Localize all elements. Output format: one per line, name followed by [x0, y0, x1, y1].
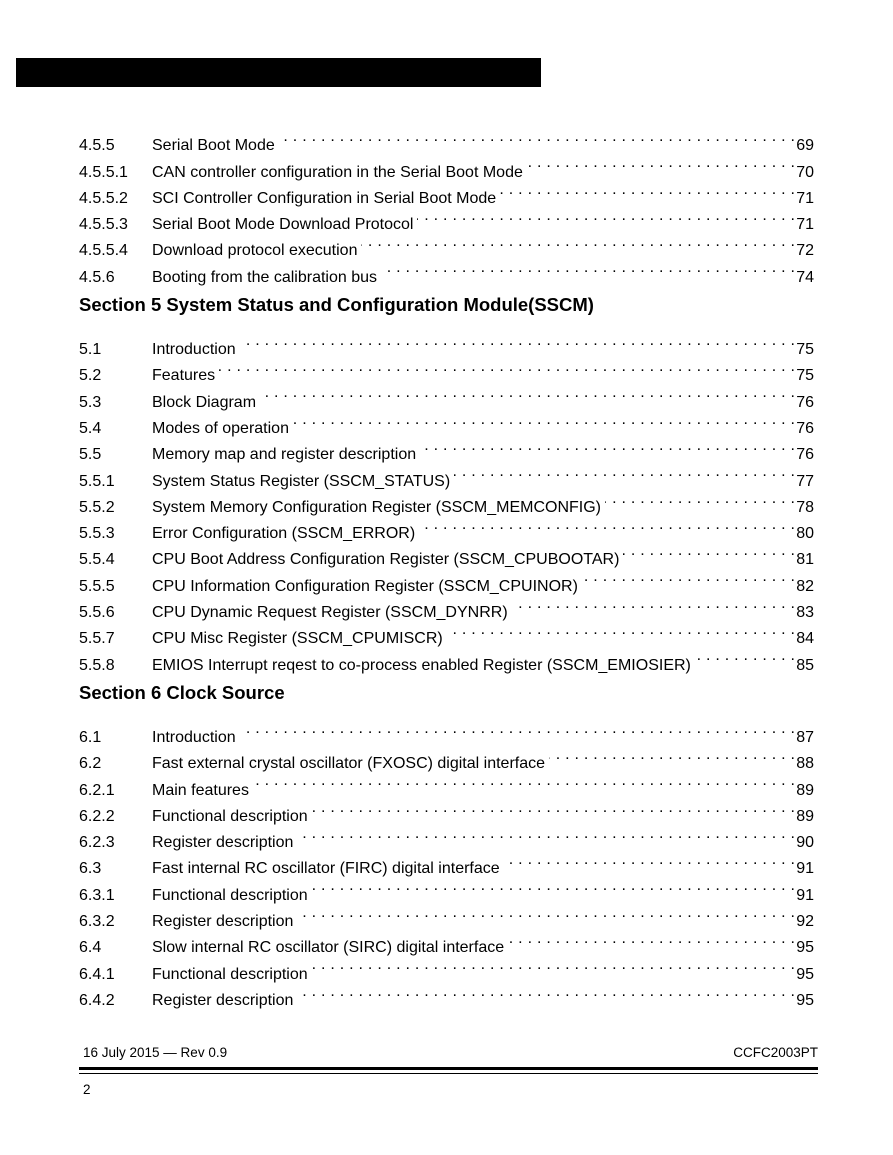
toc-entry-page: 91	[796, 860, 814, 878]
toc-entry-title: SCI Controller Configuration in Serial Boot Mode	[152, 189, 497, 207]
toc-leader-dots	[447, 617, 796, 643]
toc-entry-title: Functional description	[152, 807, 308, 825]
toc-entry-number: 5.3	[79, 393, 102, 411]
toc-entry-page: 82	[796, 577, 814, 595]
toc-entry-title: Booting from the calibration bus	[152, 268, 378, 286]
toc-entry[interactable]	[79, 124, 814, 155]
toc-entry-number: 5.2	[79, 367, 102, 385]
toc-leader-dots	[297, 900, 795, 926]
toc-entry-number: 6.4.1	[79, 965, 115, 983]
toc-entry-page: 78	[796, 498, 814, 516]
toc-leader-dots	[240, 328, 796, 354]
toc-leader-dots	[312, 795, 796, 821]
toc-entry-number: 6.2.3	[79, 834, 115, 852]
toc-entry-number: 4.5.5	[79, 137, 115, 155]
toc-entry-title: CPU Boot Address Configuration Register (SSCM_CPUBOOTAR)	[152, 551, 620, 569]
toc-entry-title: Introduction	[152, 728, 236, 746]
toc-entry-title: CAN controller configuration in the Serial Boot Mode	[152, 163, 523, 181]
toc-entry-page: 70	[796, 163, 814, 181]
toc-entry-page: 89	[796, 781, 814, 799]
toc-leader-dots	[381, 255, 795, 281]
toc-entry-title: Register description	[152, 913, 294, 931]
toc-leader-dots	[312, 952, 796, 978]
toc-entry-page: 89	[796, 807, 814, 825]
toc-leader-dots	[293, 407, 795, 433]
toc-entry-page: 84	[796, 630, 814, 648]
footer-document-id: CCFC2003PT	[733, 1045, 818, 1060]
toc-leader-dots	[420, 433, 795, 459]
toc-leader-dots	[312, 873, 796, 899]
toc-entry-number: 5.1	[79, 341, 102, 359]
toc-entry-number: 6.4	[79, 939, 102, 957]
toc-leader-dots	[417, 203, 795, 229]
toc-entry-title: CPU Dynamic Request Register (SSCM_DYNRR)	[152, 604, 508, 622]
toc-entry-number: 4.5.6	[79, 268, 115, 286]
toc-entry-title: System Memory Configuration Register (SSCM_MEMCONFIG)	[152, 498, 601, 516]
toc-entry-page: 92	[796, 913, 814, 931]
toc-group-section-5	[79, 328, 814, 674]
toc-entry-number: 4.5.5.3	[79, 216, 128, 234]
toc-leader-dots	[297, 979, 795, 1005]
toc-entry[interactable]	[79, 716, 814, 746]
toc-entry-number: 6.3.2	[79, 913, 115, 931]
toc-entry-number: 5.5.8	[79, 656, 115, 674]
toc-entry-title: Slow internal RC oscillator (SIRC) digital interface	[152, 939, 505, 957]
toc-entry-page: 74	[796, 268, 814, 286]
toc-entry-title: Main features	[152, 781, 249, 799]
toc-entry-number: 5.5.1	[79, 472, 115, 490]
toc-leader-dots	[504, 847, 796, 873]
section-6-heading: Section 6 Clock Source	[79, 681, 285, 703]
toc-entry-number: 6.2.1	[79, 781, 115, 799]
toc-leader-dots	[512, 591, 796, 617]
toc-entry-title: Error Configuration (SSCM_ERROR)	[152, 525, 416, 543]
toc-leader-dots	[419, 512, 795, 538]
toc-entry-page: 76	[796, 446, 814, 464]
toc-leader-dots	[240, 716, 796, 742]
toc-entry-page: 88	[796, 755, 814, 773]
toc-entry-page: 95	[796, 965, 814, 983]
toc-leader-dots	[500, 177, 795, 203]
toc-entry-title: Serial Boot Mode	[152, 137, 275, 155]
toc-leader-dots	[549, 742, 795, 768]
toc-entry-number: 4.5.5.1	[79, 163, 128, 181]
toc-leader-dots	[253, 768, 795, 794]
toc-leader-dots	[623, 538, 795, 564]
toc-leader-dots	[605, 486, 795, 512]
toc-entry-number: 5.5.5	[79, 577, 115, 595]
toc-leader-dots	[219, 354, 795, 380]
toc-entry-page: 87	[796, 728, 814, 746]
toc-entry-number: 5.5.6	[79, 604, 115, 622]
toc-entry-page: 71	[796, 216, 814, 234]
toc-entry-page: 75	[796, 367, 814, 385]
toc-entry-number: 5.5.3	[79, 525, 115, 543]
toc-entry-title: Serial Boot Mode Download Protocol	[152, 216, 414, 234]
toc-entry-number: 5.5.4	[79, 551, 115, 569]
footer-rule-thick	[79, 1067, 818, 1070]
toc-entry-title: Memory map and register description	[152, 446, 417, 464]
toc-entry-title: Block Diagram	[152, 393, 257, 411]
section-5-heading: Section 5 System Status and Configuration Module(SSCM)	[79, 293, 594, 315]
toc-leader-dots	[508, 926, 795, 952]
toc-entry-page: 81	[796, 551, 814, 569]
toc-entry-page: 95	[796, 991, 814, 1009]
toc-entry-page: 91	[796, 886, 814, 904]
toc-leader-dots	[582, 564, 795, 590]
toc-entry-page: 72	[796, 242, 814, 260]
toc-entry-number: 6.1	[79, 728, 102, 746]
toc-entry-title: Register description	[152, 834, 294, 852]
toc-entry-title: Introduction	[152, 341, 236, 359]
toc-group-4-5	[79, 124, 814, 286]
toc-entry-title: Fast internal RC oscillator (FIRC) digital interface	[152, 860, 500, 878]
toc-leader-dots	[297, 821, 795, 847]
toc-entry[interactable]	[79, 328, 814, 359]
toc-entry-number: 6.3	[79, 860, 102, 878]
toc-entry-title: Download protocol execution	[152, 242, 358, 260]
header-bar	[16, 58, 541, 87]
toc-entry-number: 5.5	[79, 446, 102, 464]
toc-entry-title: Modes of operation	[152, 419, 289, 437]
toc-entry-title: CPU Information Configuration Register (SSCM_CPUINOR)	[152, 577, 578, 595]
toc-entry-page: 90	[796, 834, 814, 852]
toc-entry-number: 6.3.1	[79, 886, 115, 904]
toc-entry-page: 83	[796, 604, 814, 622]
toc-entry-page: 76	[796, 393, 814, 411]
toc-entry-title: Fast external crystal oscillator (FXOSC) digital interface	[152, 755, 546, 773]
toc-entry-page: 80	[796, 525, 814, 543]
toc-entry-title: Functional description	[152, 965, 308, 983]
toc-group-section-6	[79, 716, 814, 1009]
page-number: 2	[83, 1082, 91, 1097]
toc-entry-page: 85	[796, 656, 814, 674]
toc-entry-number: 5.4	[79, 419, 102, 437]
toc-entry-title: EMIOS Interrupt reqest to co-process enabled Register (SSCM_EMIOSIER)	[152, 656, 691, 674]
toc-entry-page: 76	[796, 419, 814, 437]
toc-entry-page: 71	[796, 189, 814, 207]
toc-entry-title: Register description	[152, 991, 294, 1009]
toc-entry-page: 77	[796, 472, 814, 490]
toc-entry-page: 69	[796, 137, 814, 155]
toc-entry-number: 5.5.7	[79, 630, 115, 648]
toc-entry-number: 5.5.2	[79, 498, 115, 516]
toc-entry-title: Features	[152, 367, 216, 385]
toc-entry-title: Functional description	[152, 886, 308, 904]
toc-leader-dots	[454, 459, 795, 485]
toc-entry-title: System Status Register (SSCM_STATUS)	[152, 472, 451, 490]
toc-entry-page: 95	[796, 939, 814, 957]
toc-leader-dots	[260, 380, 795, 406]
toc-leader-dots	[527, 150, 795, 176]
toc-entry-page: 75	[796, 341, 814, 359]
footer-date-revision: 16 July 2015 — Rev 0.9	[83, 1045, 228, 1060]
toc-leader-dots	[279, 124, 795, 150]
toc-leader-dots	[695, 643, 795, 669]
table-of-contents	[79, 124, 814, 1009]
toc-entry-number: 4.5.5.2	[79, 189, 128, 207]
toc-leader-dots	[361, 229, 795, 255]
toc-entry-title: CPU Misc Register (SSCM_CPUMISCR)	[152, 630, 443, 648]
toc-entry-number: 6.2.2	[79, 807, 115, 825]
footer-rule-thin	[79, 1073, 818, 1074]
toc-entry-number: 6.4.2	[79, 991, 115, 1009]
toc-entry-number: 6.2	[79, 755, 102, 773]
toc-entry-number: 4.5.5.4	[79, 242, 128, 260]
